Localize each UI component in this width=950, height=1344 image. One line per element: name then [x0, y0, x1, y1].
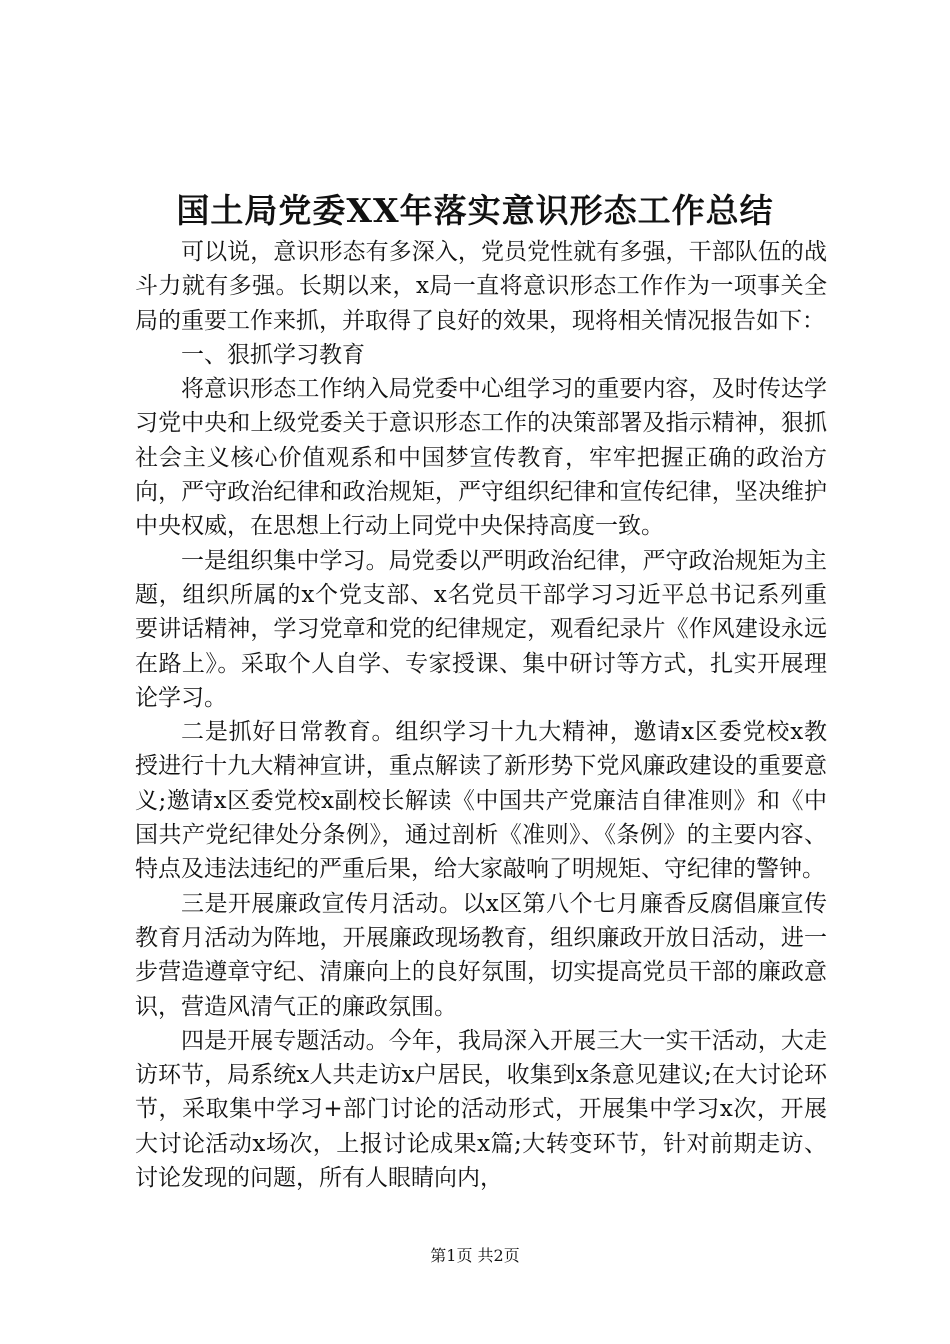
paragraph-item-4: 四是开展专题活动。今年，我局深入开展三大一实干活动，大走访环节，局系统x人共走访x户居民，收集到x条意见建议;在大讨论环节，采取集中学习+部门讨论的活动形式，开展集中学习x次，开展大讨论活动x场次，上报讨论成果x篇;大转变环节，针对前期走访、讨论发现的问题，所有人眼睛向内， [135, 1027, 827, 1192]
paragraph-item-1: 一是组织集中学习。局党委以严明政治纪律，严守政治规矩为主题，组织所属的x个党支部、x名党员干部学习习近平总书记系列重要讲话精神，学习党章和党的纪律规定，观看纪录片《作风建设永远在路上》。采取个人自学、专家授课、集中研讨等方式，扎实开展理论学习。 [135, 547, 827, 711]
page-footer: 第1页 共2页 [430, 1246, 520, 1265]
document-title: 国土局党委XX年落实意识形态工作总结 [176, 191, 774, 230]
paragraph-item-3: 三是开展廉政宣传月活动。以x区第八个七月廉香反腐倡廉宣传教育月活动为阵地，开展廉政现场教育，组织廉政开放日活动，进一步营造遵章守纪、清廉向上的良好氛围，切实提高党员干部的廉政意识，营造风清气正的廉政氛围。 [135, 890, 827, 1020]
document-body [135, 235, 827, 1195]
section-heading: 一、狠抓学习教育 [181, 341, 365, 368]
paragraph-overview: 将意识形态工作纳入局党委中心组学习的重要内容，及时传达学习党中央和上级党委关于意识形态工作的决策部署及指示精神，狠抓社会主义核心价值观系和中国梦宣传教育，牢牢把握正确的政治方向，严守政治纪律和政治规矩，严守组织纪律和宣传纪律，坚决维护中央权威，在思想上行动上同党中央保持高度一致。 [135, 376, 827, 540]
paragraph-intro: 可以说，意识形态有多深入，党员党性就有多强，干部队伍的战斗力就有多强。长期以来，x局一直将意识形态工作作为一项事关全局的重要工作来抓，并取得了良好的效果，现将相关情况报告如下： [135, 239, 827, 334]
paragraph-item-2: 二是抓好日常教育。组织学习十九大精神，邀请x区委党校x教授进行十九大精神宣讲，重点解读了新形势下党风廉政建设的重要意义;邀请x区委党校x副校长解读《中国共产党廉洁自律准则》和《中国共产党纪律处分条例》，通过剖析《准则》、《条例》的主要内容、特点及违法违纪的严重后果，给大家敲响了明规矩、守纪律的警钟。 [135, 719, 827, 883]
